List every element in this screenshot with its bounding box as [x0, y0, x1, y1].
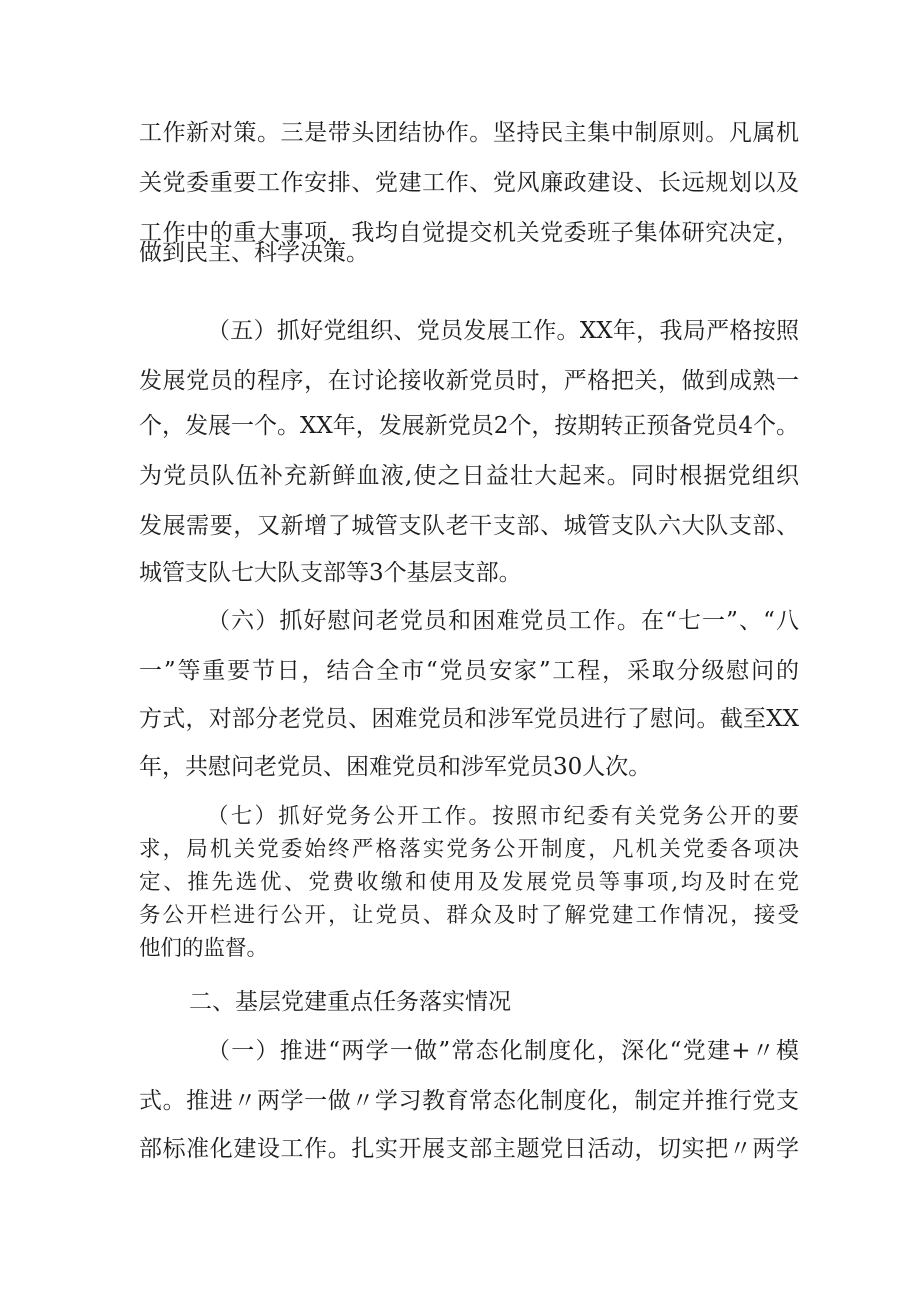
paragraph-line: 工作中的重大事项，我均自觉提交机关党委班子集体研究决定， — [139, 220, 799, 246]
paragraph-line: 发展需要，又新增了城管支队老干支部、城管支队六大队支部、 — [139, 513, 799, 539]
paragraph-line: （七）抓好党务公开工作。按照市纪委有关党务公开的要 — [207, 804, 799, 829]
paragraph-line: 关党委重要工作安排、党建工作、党风廉政建设、长远规划以及 — [139, 170, 799, 196]
paragraph-line: 求，局机关党委始终严格落实党务公开制度，凡机关党委各项决 — [139, 837, 799, 862]
paragraph-line: 做到民主、科学决策。 — [139, 240, 369, 266]
paragraph-line: （五）抓好党组织、党员发展工作。XX年，我局严格按照 — [207, 318, 799, 344]
paragraph-line: 个，发展一个。XX年，发展新党员2个，按期转正预备党员4个。 — [139, 413, 800, 439]
paragraph-line: 一”等重要节日，结合全市“党员安家”工程，采取分级慰问的 — [139, 658, 799, 684]
paragraph-line: （六）抓好慰问老党员和困难党员工作。在“七一”、“八 — [207, 608, 799, 634]
paragraph-line: （一）推进“两学一做”常态化制度化，深化“党建+〃模 — [207, 1038, 799, 1064]
paragraph-line: 务公开栏进行公开，让党员、群众及时了解党建工作情况，接受 — [139, 903, 799, 928]
paragraph-line: 工作新对策。三是带头团结协作。坚持民主集中制原则。凡属机 — [139, 120, 799, 146]
paragraph-line: 发展党员的程序，在讨论接收新党员时，严格把关，做到成熟一 — [139, 368, 799, 394]
paragraph-line: 式。推进〃两学一做〃学习教育常态化制度化，制定并推行党支 — [139, 1088, 799, 1114]
paragraph-line: 部标准化建设工作。扎实开展支部主题党日活动，切实把〃两学 — [139, 1136, 799, 1162]
paragraph-line: 年，共慰问老党员、困难党员和涉军党员30人次。 — [139, 754, 652, 780]
paragraph-line: 为党员队伍补充新鲜血液,使之日益壮大起来。同时根据党组织 — [139, 463, 799, 489]
section-heading: 二、基层党建重点任务落实情况 — [189, 989, 511, 1015]
paragraph-line: 城管支队七大队支部等3个基层支部。 — [139, 560, 522, 586]
paragraph-line: 方式，对部分老党员、困难党员和涉军党员进行了慰问。截至XX — [139, 706, 799, 732]
paragraph-line: 他们的监督。 — [139, 936, 269, 961]
paragraph-line: 定、推先选优、党费收缴和使用及发展党员等事项,均及时在党 — [139, 870, 799, 895]
